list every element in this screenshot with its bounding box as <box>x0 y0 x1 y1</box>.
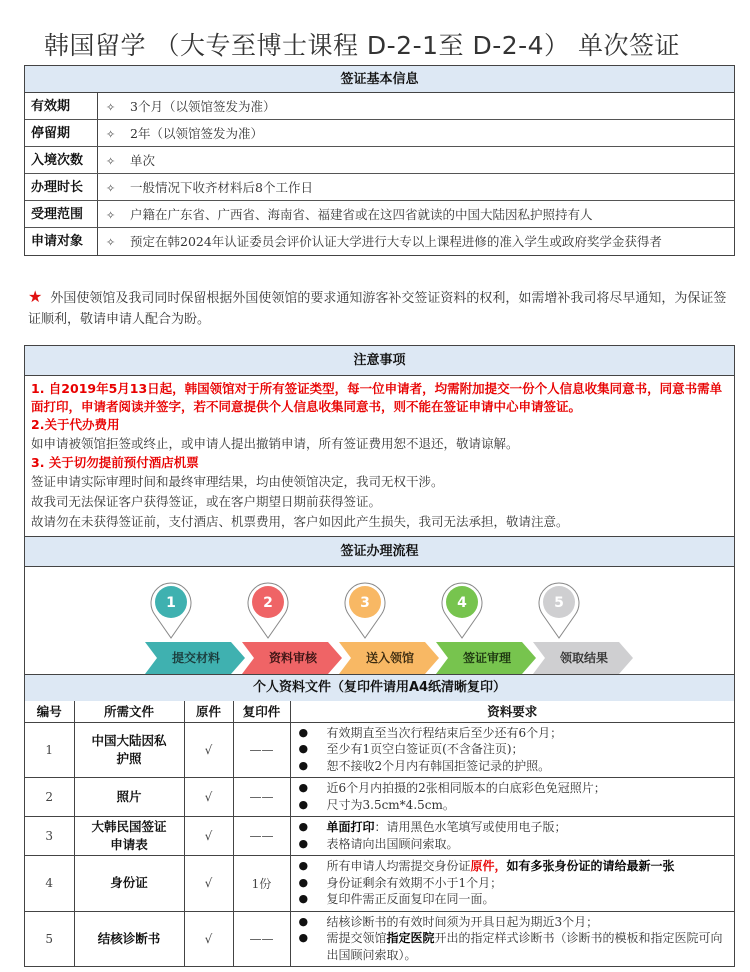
bullet-icon: ● <box>298 781 309 794</box>
step-label: 资料审核 <box>268 651 317 665</box>
table-row <box>25 911 734 966</box>
star-icon: ★ <box>28 287 43 306</box>
step-label: 送入领馆 <box>365 651 414 665</box>
document-name-line: 中国大陆因私 <box>91 732 167 748</box>
step-pin-4 <box>440 581 484 639</box>
info-row-validity <box>25 93 734 120</box>
diamond-bullet-icon: ✧ <box>106 236 116 249</box>
info-label: 办理时长 <box>25 174 98 200</box>
diamond-bullet-icon: ✧ <box>106 182 116 195</box>
bullet-icon: ● <box>298 742 309 755</box>
requirements <box>290 722 734 778</box>
step-label: 提交材料 <box>171 651 220 665</box>
copy-value: —— <box>233 722 290 778</box>
requirement-text: 恕不接收2个月内有韩国拒签记录的护照。 <box>326 758 551 773</box>
process-header: 签证办理流程 <box>25 537 734 567</box>
requirement-item <box>299 797 729 814</box>
requirement-item <box>299 891 729 908</box>
bullet-icon: ● <box>298 931 309 944</box>
bullet-icon: ● <box>298 892 309 905</box>
copy-value: —— <box>233 911 290 966</box>
row-number: 4 <box>25 856 74 912</box>
requirements <box>290 778 734 817</box>
info-value: 一般情况下收齐材料后8个工作日 <box>130 180 313 195</box>
info-row-scope <box>25 201 734 228</box>
step-label: 领取结果 <box>559 651 608 665</box>
requirements <box>290 911 734 966</box>
col-header-no: 编号 <box>25 701 74 722</box>
bullet-icon: ● <box>298 914 309 928</box>
document-name <box>74 722 184 778</box>
info-value: 2年（以领馆签发为准） <box>130 126 263 141</box>
info-row-processing-time <box>25 174 734 201</box>
requirement-item <box>299 758 729 775</box>
bullet-icon: ● <box>298 875 309 889</box>
document-name <box>74 817 184 856</box>
plain-text: 需提交领馆 <box>326 931 387 945</box>
info-row-entries <box>25 147 734 174</box>
bold-text: 单面打印 <box>326 820 375 834</box>
bullet-icon: ● <box>298 859 309 872</box>
note-fees-text: 如申请被领馆拒签或终止，或申请人提出撤销申请，所有签证费用恕不退还，敬请谅解。 <box>31 436 519 451</box>
diamond-bullet-icon: ✧ <box>106 209 116 222</box>
note-prepay-title: 3. 关于切勿提前预付酒店机票 <box>31 455 199 470</box>
step-label: 签证审理 <box>462 651 511 665</box>
row-number: 2 <box>25 778 74 817</box>
notes-section <box>25 376 734 537</box>
bold-text: 如有多张身份证的请给最新一张 <box>506 859 675 873</box>
table-row <box>25 722 734 778</box>
table-row <box>25 778 734 817</box>
info-value: 3个月（以领馆签发为准） <box>130 99 276 114</box>
document-name: 身份证 <box>74 856 184 912</box>
diamond-bullet-icon: ✧ <box>106 155 116 168</box>
note-consent-form: 1. 自2019年5月13日起，韩国领馆对于所有签证类型，每一位申请者，均需附加提交一份个人信息收集同意书，同意书需单面打印，申请者阅读并签字，若不同意提供个人信息收集同意书，则不能在签证申请中心申请签证。 <box>31 381 723 414</box>
document-name: 结核诊断书 <box>74 911 184 966</box>
requirements <box>290 817 734 856</box>
notes-header: 注意事项 <box>25 346 734 376</box>
plain-text: 开出的指定样式诊断书（诊断书的模板和指定医院可向出国顾问索取）。 <box>326 931 723 962</box>
col-header-original: 原件 <box>184 701 233 722</box>
requirement-item <box>299 741 729 758</box>
info-label: 停留期 <box>25 120 98 146</box>
requirement-item <box>299 914 729 931</box>
documents-header: 个人资料文件（复印件请用A4纸清晰复印） <box>25 675 734 701</box>
step-pin-2 <box>246 581 290 639</box>
original-check: √ <box>184 722 233 778</box>
step-number: 4 <box>457 595 467 611</box>
diamond-bullet-icon: ✧ <box>106 128 116 141</box>
note-prepay-line: 签证申请实际审理时间和最终审理结果，均由使领馆决定，我司无权干涉。 <box>31 474 444 489</box>
info-label: 有效期 <box>25 93 98 119</box>
info-label: 申请对象 <box>25 228 98 255</box>
row-number: 3 <box>25 817 74 856</box>
diamond-bullet-icon: ✧ <box>106 101 116 114</box>
note-prepay-line: 故请勿在未获得签证前，支付酒店、机票费用，客户如因此产生损失，我司无法承担，敬请注意。 <box>31 514 569 529</box>
info-row-stay-period <box>25 120 734 147</box>
info-value: 单次 <box>130 153 156 168</box>
requirement-item <box>299 930 729 963</box>
table-header-row <box>25 701 734 722</box>
requirements <box>290 856 734 912</box>
requirement-text: 结核诊断书的有效时间须为开具日起为期近3个月； <box>326 914 599 929</box>
requirement-text <box>327 930 729 963</box>
requirement-item <box>299 858 729 875</box>
step-pin-5 <box>537 581 581 639</box>
copy-value: —— <box>233 778 290 817</box>
bullet-icon: ● <box>298 820 309 833</box>
process-flow <box>25 567 734 675</box>
requirement-text <box>327 858 675 875</box>
red-text: 原件， <box>470 859 507 873</box>
plain-text: ：请用黑色水笔填写或使用电子版； <box>374 820 567 834</box>
note-fees-title: 2.关于代办费用 <box>31 417 120 432</box>
col-header-requirements: 资料要求 <box>290 701 734 722</box>
original-check: √ <box>184 856 233 912</box>
requirement-text: 近6个月内拍摄的2张相同版本的白底彩色免冠照片； <box>326 781 606 795</box>
row-number: 1 <box>25 722 74 778</box>
requirement-text: 表格请向出国顾问索取。 <box>326 836 459 851</box>
copy-value: 1份 <box>233 856 290 912</box>
col-header-copy: 复印件 <box>233 701 290 722</box>
plain-text: 所有申请人均需提交身份证 <box>326 859 471 873</box>
requirement-text: 身份证剩余有效期不小于1个月； <box>326 875 503 890</box>
bullet-icon: ● <box>298 836 309 850</box>
original-check: √ <box>184 911 233 966</box>
step-number: 2 <box>263 595 273 611</box>
document-name-line: 大韩民国签证 <box>91 819 167 834</box>
requirement-text: 有效期直至当次行程结束后至少还有6个月； <box>326 725 563 740</box>
original-check: √ <box>184 778 233 817</box>
step-number: 3 <box>360 595 370 611</box>
documents-table <box>25 701 734 966</box>
requirement-item <box>299 836 729 853</box>
notice-text: 外国使领馆及我司同时保留根据外国使领馆的要求通知游客补交签证资料的权利，如需增补我司将尽早通知，为保证签证顺利，敬请申请人配合为盼。 <box>28 291 727 327</box>
bullet-icon: ● <box>298 758 309 772</box>
step-number: 5 <box>554 595 564 611</box>
requirement-text: 复印件需正反面复印在同一面。 <box>326 892 495 906</box>
main-info-box <box>24 345 735 967</box>
bullet-icon: ● <box>298 725 309 739</box>
requirement-text: 尺寸为3.5cm*4.5cm。 <box>326 797 455 812</box>
info-value: 户籍在广东省、广西省、海南省、福建省或在这四省就读的中国大陆因私护照持有人 <box>130 207 593 222</box>
row-number: 5 <box>25 911 74 966</box>
page-title: 韩国留学 （大专至博士课程 D-2-1至 D-2-4） 单次签证 <box>44 31 680 60</box>
col-header-document: 所需文件 <box>74 701 184 722</box>
requirement-item <box>299 875 729 892</box>
step-pin-1 <box>149 581 193 639</box>
table-row <box>25 856 734 912</box>
rights-notice <box>28 286 733 330</box>
note-prepay-line: 故我司无法保证客户获得签证，或在客户期望日期前获得签证。 <box>31 494 382 509</box>
step-number: 1 <box>166 595 176 611</box>
document-name-line: 申请表 <box>110 837 148 852</box>
requirement-item <box>299 780 729 797</box>
requirement-item <box>299 819 729 836</box>
info-value: 预定在韩2024年认证委员会评价认证大学进行大专以上课程进修的准入学生或政府奖学金获得者 <box>130 234 662 249</box>
document-name-line: 护照 <box>116 750 142 766</box>
requirement-text <box>327 819 567 836</box>
table-row <box>25 817 734 856</box>
requirement-item <box>299 725 729 742</box>
info-label: 受理范围 <box>25 201 98 227</box>
requirement-text: 至少有1页空白签证页(不含备注页)； <box>326 742 524 756</box>
info-label: 入境次数 <box>25 147 98 173</box>
copy-value: —— <box>233 817 290 856</box>
basic-info-header: 签证基本信息 <box>25 66 734 93</box>
original-check: √ <box>184 817 233 856</box>
step-pin-3 <box>343 581 387 639</box>
bold-text: 指定医院 <box>386 931 435 945</box>
bullet-icon: ● <box>298 797 309 811</box>
document-name: 照片 <box>74 778 184 817</box>
info-row-applicants <box>25 228 734 255</box>
visa-basic-info-table <box>24 65 735 256</box>
